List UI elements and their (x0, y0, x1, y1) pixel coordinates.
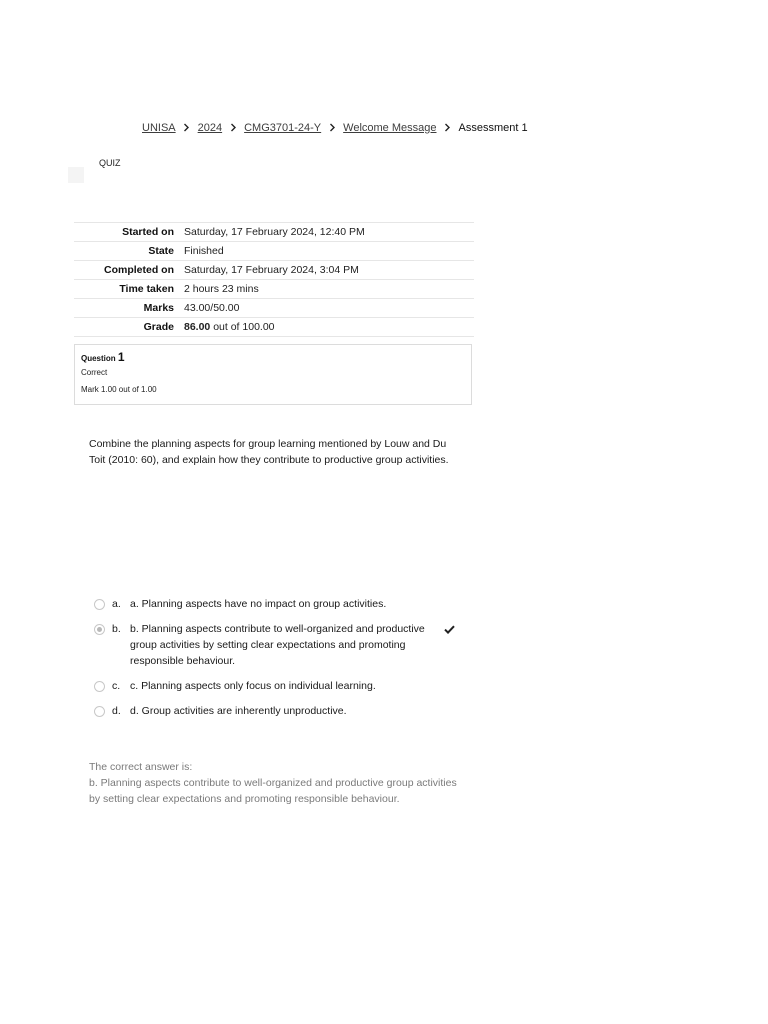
question-number-value: 1 (117, 350, 125, 364)
breadcrumb-current: Assessment 1 (458, 122, 528, 134)
state-value: Finished (184, 245, 224, 257)
quiz-summary-table (74, 222, 474, 337)
chevron-right-icon (176, 123, 198, 134)
chevron-right-icon (437, 123, 459, 134)
table-row (74, 280, 474, 299)
question-mark: Mark 1.00 out of 1.00 (81, 385, 157, 394)
radio-b[interactable] (94, 624, 105, 635)
radio-a[interactable] (94, 599, 105, 610)
state-label: State (148, 245, 174, 257)
question-number (81, 350, 465, 364)
correct-answer-feedback (89, 759, 469, 807)
option-text: b. Planning aspects contribute to well-organized and productive group activities by setting clear expectations and promoting responsible behaviour. (130, 623, 425, 667)
breadcrumb-item-course[interactable]: CMG3701-24-Y (244, 122, 322, 134)
marks-label: Marks (143, 302, 174, 314)
chevron-right-icon (222, 123, 244, 134)
completed-on-label: Completed on (104, 264, 174, 276)
answer-option-d[interactable] (92, 703, 472, 719)
table-row (74, 299, 474, 318)
breadcrumb-item-section[interactable]: Welcome Message (343, 122, 437, 134)
option-text: d. Group activities are inherently unproductive. (130, 705, 347, 717)
time-taken-label: Time taken (119, 283, 174, 295)
quiz-icon (68, 167, 84, 183)
table-row (74, 223, 474, 242)
option-letter: b. (112, 623, 121, 635)
option-letter: d. (112, 705, 121, 717)
marks-value: 43.00/50.00 (184, 302, 240, 314)
chevron-right-icon (321, 123, 343, 134)
completed-on-value: Saturday, 17 February 2024, 3:04 PM (184, 264, 359, 276)
question-number-prefix: Question (81, 354, 118, 363)
table-row (74, 318, 474, 337)
option-letter: a. (112, 598, 121, 610)
answer-option-a[interactable] (92, 596, 472, 612)
breadcrumb-item-year[interactable]: 2024 (197, 122, 223, 134)
feedback-title: The correct answer is: (89, 761, 193, 773)
grade-suffix: out of 100.00 (210, 321, 275, 333)
check-icon (444, 623, 455, 639)
option-text: c. Planning aspects only focus on individual learning. (130, 680, 376, 692)
table-row (74, 261, 474, 280)
time-taken-value: 2 hours 23 mins (184, 283, 259, 295)
started-on-label: Started on (122, 226, 174, 238)
breadcrumb (142, 122, 528, 134)
question-text: Combine the planning aspects for group learning mentioned by Louw and Du Toit (2010: 60), and explain how they contribute to productive group activities. (89, 438, 449, 466)
started-on-value: Saturday, 17 February 2024, 12:40 PM (184, 226, 365, 238)
activity-type-label: QUIZ (99, 158, 121, 168)
radio-d[interactable] (94, 706, 105, 717)
answer-options (92, 596, 472, 728)
question-state: Correct (81, 368, 108, 377)
table-row (74, 242, 474, 261)
answer-option-b[interactable] (92, 621, 472, 669)
radio-c[interactable] (94, 681, 105, 692)
grade-value: 86.00 (184, 321, 211, 333)
grade-label: Grade (143, 321, 174, 333)
option-letter: c. (112, 680, 121, 692)
option-text: a. Planning aspects have no impact on group activities. (130, 598, 387, 610)
question-info-box (74, 344, 472, 405)
grade-cell (184, 318, 474, 337)
feedback-answer: b. Planning aspects contribute to well-organized and productive group activities by setting clear expectations and promoting responsible behaviour. (89, 777, 457, 805)
answer-option-c[interactable] (92, 678, 472, 694)
breadcrumb-item-unisa[interactable]: UNISA (142, 122, 176, 134)
